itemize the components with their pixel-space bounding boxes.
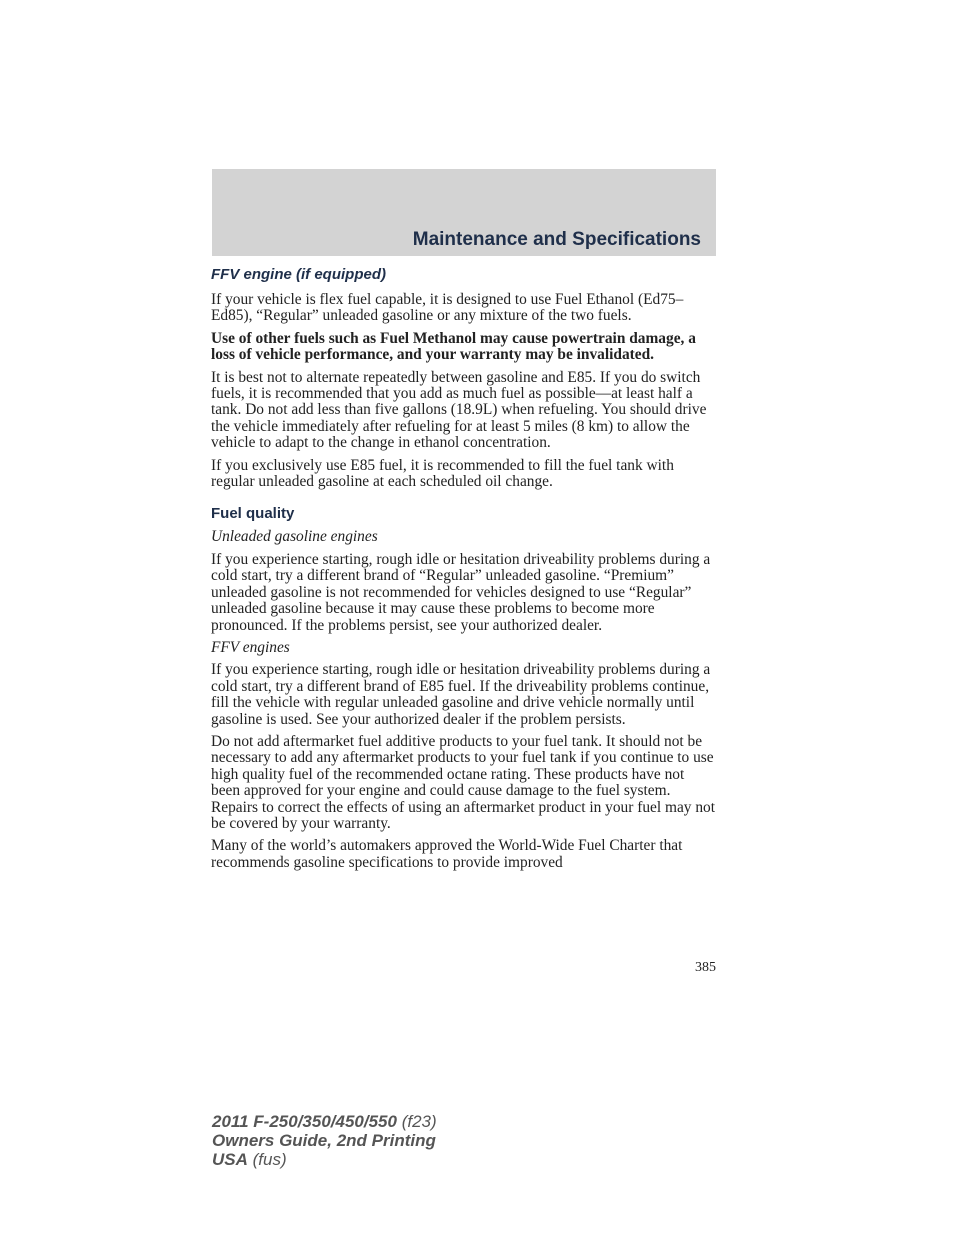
page-content [211,265,716,877]
page-number: 385 [695,960,716,975]
document-footer [212,1112,437,1169]
footer-model-code: (f23) [401,1112,437,1131]
ffv-engines-subheading: FFV engines [211,638,290,656]
alternate-fuels-paragraph: It is best not to alternate repeatedly between gasoline and E85. If you do switch fuels, it is recommended that you add as much fuel as possible—at least half a tank. Do not add less than five gallons (18.9L) when refueling. You should drive the vehicle immediately after refueling for at least 5 miles (8 km) to allow the vehicle to adapt to the change in ethanol concentration. [211,368,707,452]
footer-line-model [212,1112,437,1131]
footer-printing: Owners Guide, 2nd Printing [212,1131,436,1150]
footer-line-region [212,1150,437,1169]
ffv-engine-heading: FFV engine (if equipped) [211,266,386,283]
ffv-intro-paragraph: If your vehicle is flex fuel capable, it is designed to use Fuel Ethanol (Ed75–Ed85), “Regular” unleaded gasoline or any mixture of the two fuels. [211,291,684,325]
ffv-problems-paragraph: If you experience starting, rough idle or hesitation driveability problems during a cold start, try a different brand of E85 fuel. If the driveability problems continue, fill the vehicle with regular unleaded gasoline and drive vehicle normally until gasoline is used. See your authorized dealer if the problem persists. [211,661,711,728]
footer-model: 2011 F-250/350/450/550 [212,1112,397,1131]
footer-region-code: (fus) [252,1150,287,1169]
section-header-band [212,169,716,256]
footer-region: USA [212,1150,248,1169]
fuel-charter-paragraph: Many of the world’s automakers approved the World-Wide Fuel Charter that recommends gasoline specifications to provide improved [211,837,683,871]
unleaded-engines-subheading: Unleaded gasoline engines [211,528,378,546]
e85-exclusive-paragraph: If you exclusively use E85 fuel, it is recommended to fill the fuel tank with regular unleaded gasoline at each scheduled oil change. [211,456,674,491]
section-title: Maintenance and Specifications [412,229,701,250]
additives-paragraph: Do not add aftermarket fuel additive products to your fuel tank. It should not be necessary to add any aftermarket products to your fuel tank if you continue to use high quality fuel of the recommended octane rating. These products have not been approved for your engine and could cause damage to the fuel system. Repairs to correct the effects of using an aftermarket product in your fuel may not be covered by your warranty. [211,732,716,832]
fuel-warning-paragraph: Use of other fuels such as Fuel Methanol may cause powertrain damage, a loss of vehicle performance, and your warranty may be invalidated. [211,329,696,364]
fuel-quality-heading: Fuel quality [211,505,295,523]
unleaded-problems-paragraph: If you experience starting, rough idle or hesitation driveability problems during a cold start, try a different brand of “Regular” unleaded gasoline. “Premium” unleaded gasoline is not recommended for vehicles designed to use “Regular” unleaded gasoline because it may cause these problems to become more pronounced. If the problems persist, see your authorized dealer. [211,550,711,634]
